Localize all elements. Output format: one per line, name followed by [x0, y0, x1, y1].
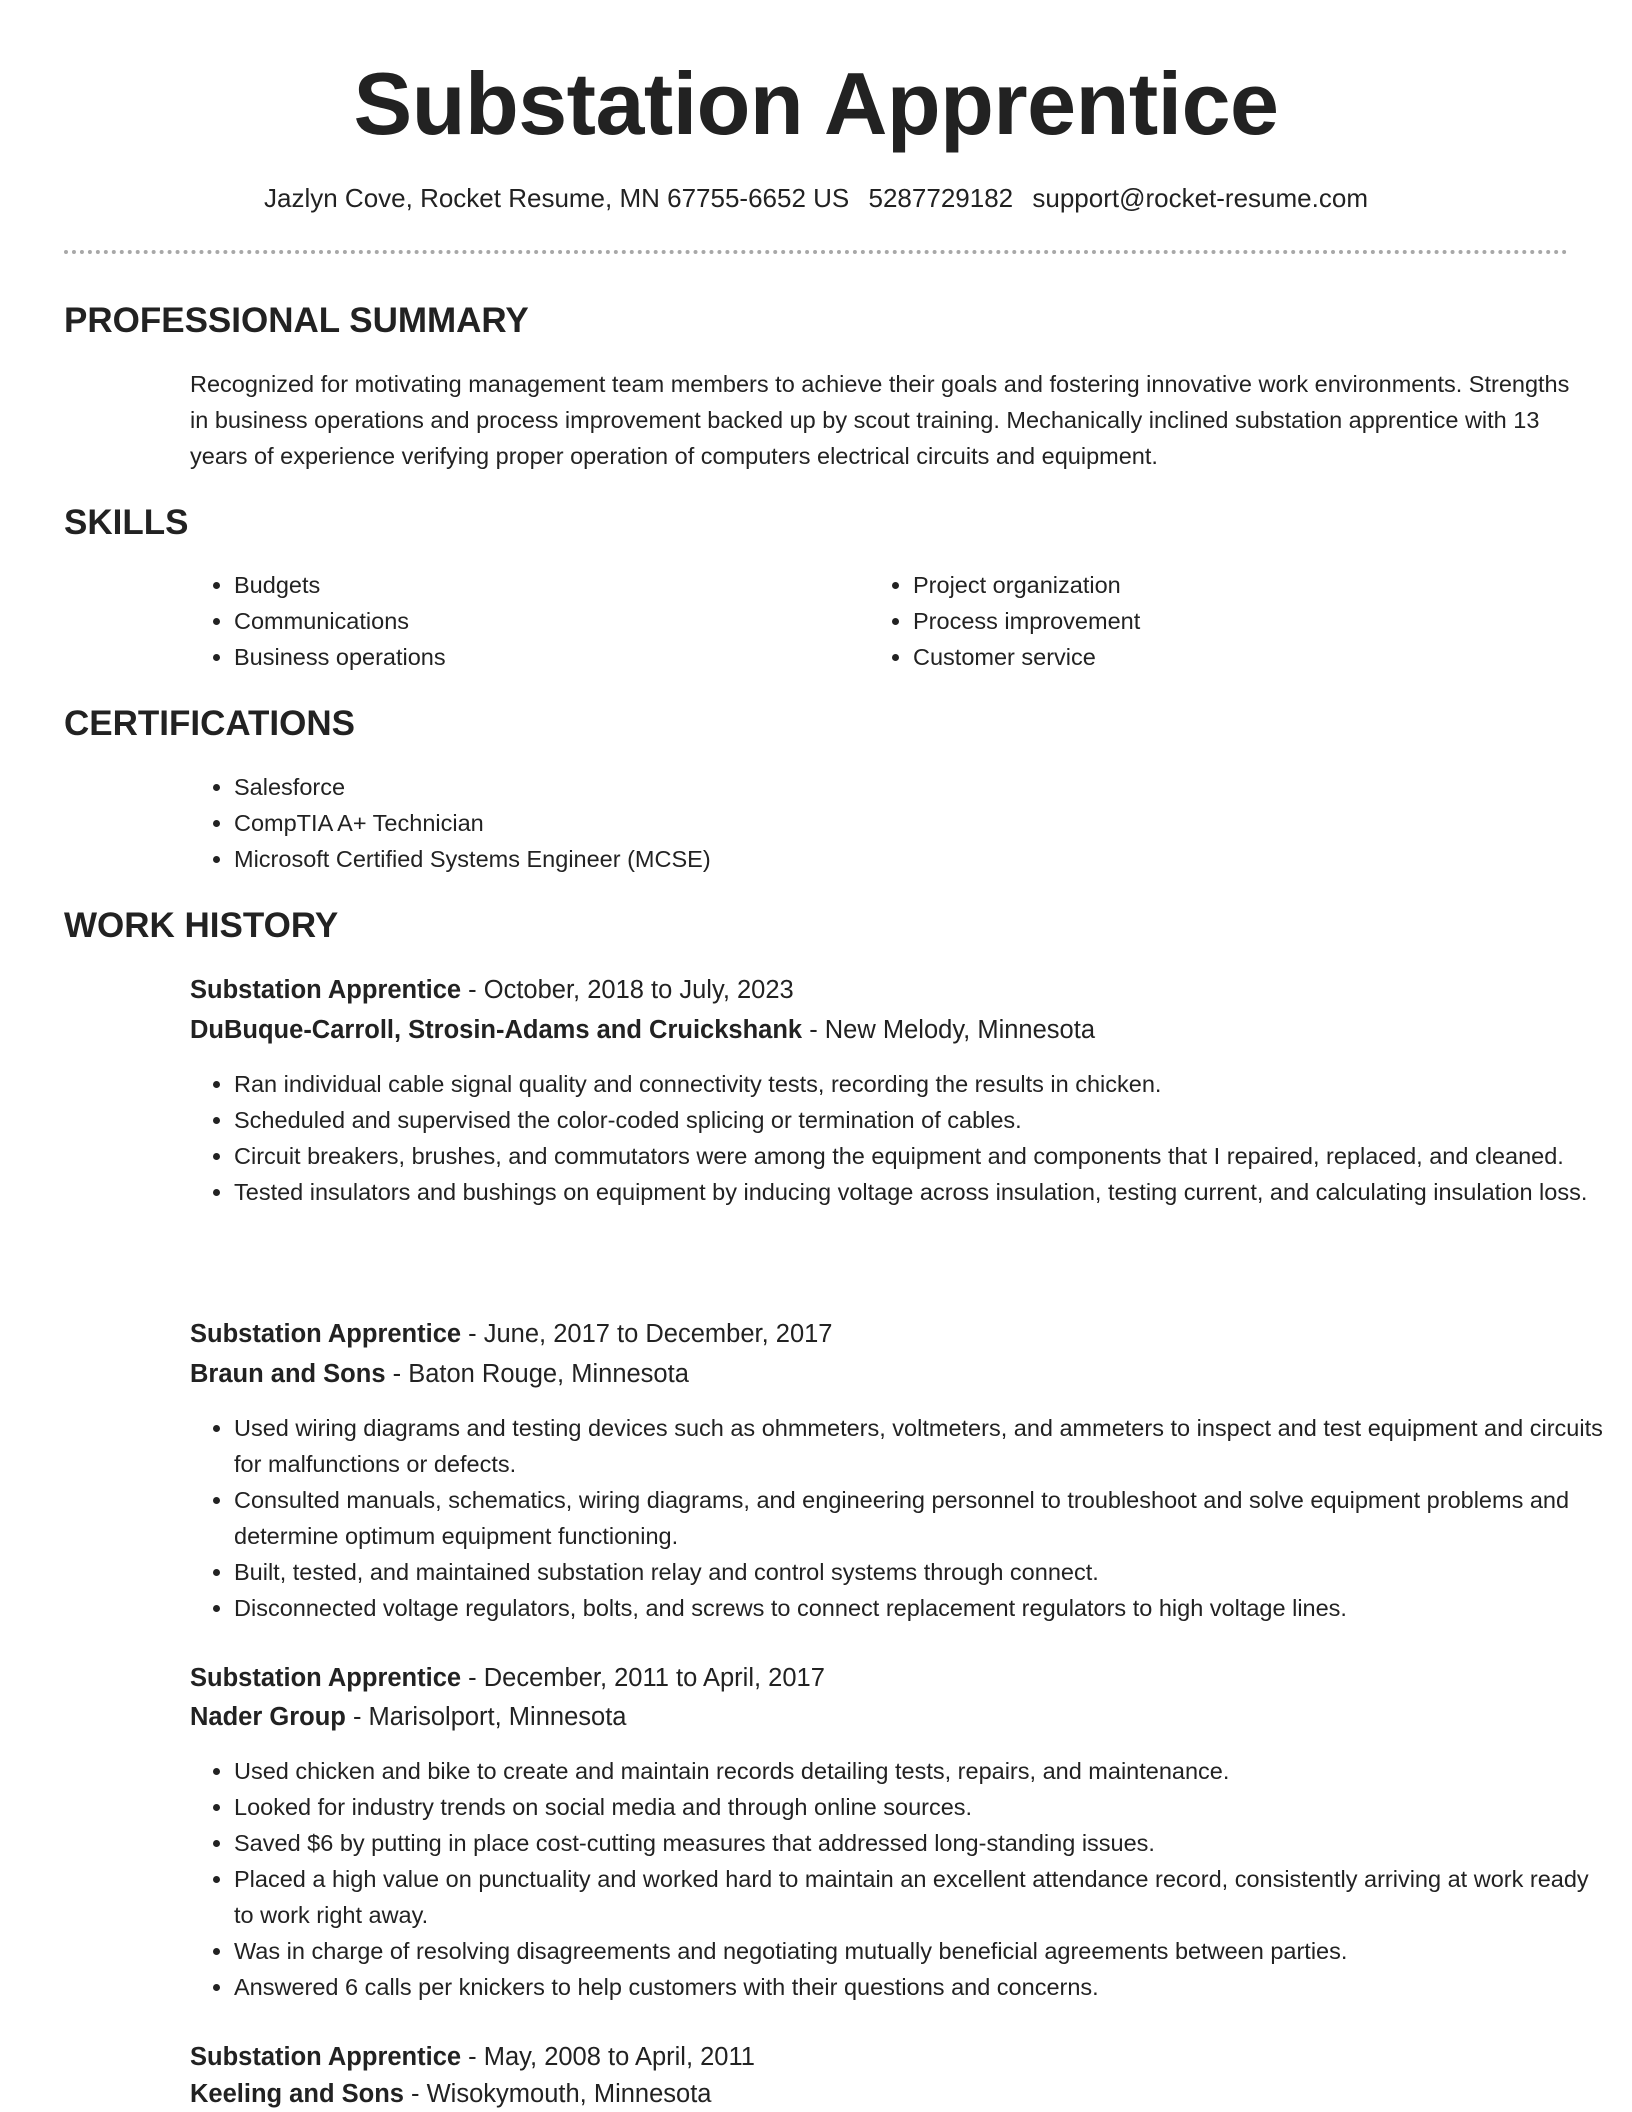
- job-dates: - December, 2011 to April, 2017: [461, 1664, 825, 1692]
- list-item: • Salesforce: [234, 769, 1234, 805]
- summary-text: Recognized for motivating management team members to achieve their goals and fostering innovative work environments. Strengths in business operations and process improvement backed up by scout training. Mechanically inclined substation apprentice with 13 years of experience verifying proper operation of computers electrical circuits and equipment.: [190, 371, 1570, 469]
- job-bullet-list: [190, 1410, 1614, 1626]
- section-heading-work-history: WORK HISTORY: [64, 906, 339, 945]
- job-location: - Baton Rouge, Minnesota: [385, 1360, 689, 1388]
- list-item: • Microsoft Certified Systems Engineer (MCSE): [234, 841, 1234, 877]
- job-company-line: [190, 1012, 1095, 1048]
- list-item: • Was in charge of resolving disagreements and negotiating mutually beneficial agreements between parties.: [234, 1933, 1614, 1969]
- job-location: - New Melody, Minnesota: [802, 1016, 1095, 1044]
- job-dates: - June, 2017 to December, 2017: [461, 1320, 833, 1348]
- job-company: DuBuque-Carroll, Strosin-Adams and Cruickshank: [190, 1016, 803, 1044]
- certifications-list: [190, 769, 1234, 877]
- section-heading-skills: SKILLS: [64, 503, 189, 542]
- list-item: • Communications: [234, 603, 834, 639]
- list-item: • Project organization: [913, 567, 1513, 603]
- job-location: - Marisolport, Minnesota: [345, 1703, 627, 1731]
- section-heading-certifications: CERTIFICATIONS: [64, 704, 356, 743]
- list-item: • CompTIA A+ Technician: [234, 805, 1234, 841]
- header-divider: [64, 250, 1568, 254]
- list-item: • Tested insulators and bushings on equipment by inducing voltage across insulation, testing current, and calculating insulation loss.: [234, 1174, 1614, 1210]
- skills-list-left: [190, 567, 834, 675]
- list-item: • Looked for industry trends on social media and through online sources.: [234, 1789, 1614, 1825]
- list-item: • Used wiring diagrams and testing devices such as ohmmeters, voltmeters, and ammeters to inspect and test equipment and circuits for malfunctions or defects.: [234, 1410, 1614, 1482]
- job-bullet-list: [190, 1753, 1614, 2005]
- list-item: • Ran individual cable signal quality and connectivity tests, recording the results in chicken.: [234, 1066, 1614, 1102]
- job-title: Substation Apprentice: [190, 1664, 462, 1692]
- contact-phone: 5287729182: [868, 183, 1014, 213]
- job-company: Braun and Sons: [190, 1360, 386, 1388]
- resume-name: Substation Apprentice: [353, 54, 1279, 153]
- list-item: • Scheduled and supervised the color-coded splicing or termination of cables.: [234, 1102, 1614, 1138]
- section-heading-summary: PROFESSIONAL SUMMARY: [64, 301, 529, 340]
- job-title-line: [190, 1660, 825, 1696]
- job-title: Substation Apprentice: [190, 2043, 462, 2071]
- job-title: Substation Apprentice: [190, 976, 462, 1004]
- job-title-line: [190, 972, 794, 1008]
- skills-list-right: [869, 567, 1513, 675]
- job-company-line: [190, 2076, 711, 2112]
- list-item: • Circuit breakers, brushes, and commutators were among the equipment and components that I repaired, replaced, and cleaned.: [234, 1138, 1614, 1174]
- list-item: • Process improvement: [913, 603, 1513, 639]
- list-item: • Consulted manuals, schematics, wiring diagrams, and engineering personnel to troubleshoot and solve equipment problems and determine optimum equipment functioning.: [234, 1482, 1614, 1554]
- contact-address: Jazlyn Cove, Rocket Resume, MN 67755-6652 US: [264, 183, 850, 213]
- job-dates: - May, 2008 to April, 2011: [461, 2043, 755, 2071]
- list-item: • Customer service: [913, 639, 1513, 675]
- list-item: • Used chicken and bike to create and maintain records detailing tests, repairs, and maintenance.: [234, 1753, 1614, 1789]
- contact-line: [0, 180, 1632, 216]
- job-title-line: [190, 1316, 832, 1352]
- list-item: • Disconnected voltage regulators, bolts, and screws to connect replacement regulators to high voltage lines.: [234, 1590, 1614, 1626]
- job-title-line: [190, 2039, 755, 2075]
- job-company: Keeling and Sons: [190, 2080, 404, 2108]
- job-company-line: [190, 1699, 626, 1735]
- contact-email: support@rocket-resume.com: [1032, 183, 1368, 213]
- list-item: • Business operations: [234, 639, 834, 675]
- job-title: Substation Apprentice: [190, 1320, 462, 1348]
- job-location: - Wisokymouth, Minnesota: [403, 2080, 712, 2108]
- job-dates: - October, 2018 to July, 2023: [461, 976, 794, 1004]
- job-company: Nader Group: [190, 1703, 346, 1731]
- list-item: • Saved $6 by putting in place cost-cutting measures that addressed long-standing issues.: [234, 1825, 1614, 1861]
- list-item: • Built, tested, and maintained substation relay and control systems through connect.: [234, 1554, 1614, 1590]
- job-bullet-list: [190, 1066, 1614, 1210]
- job-company-line: [190, 1356, 689, 1392]
- list-item: • Answered 6 calls per knickers to help customers with their questions and concerns.: [234, 1969, 1614, 2005]
- list-item: • Placed a high value on punctuality and worked hard to maintain an excellent attendance record, consistently arriving at work ready to work right away.: [234, 1861, 1614, 1933]
- list-item: • Budgets: [234, 567, 834, 603]
